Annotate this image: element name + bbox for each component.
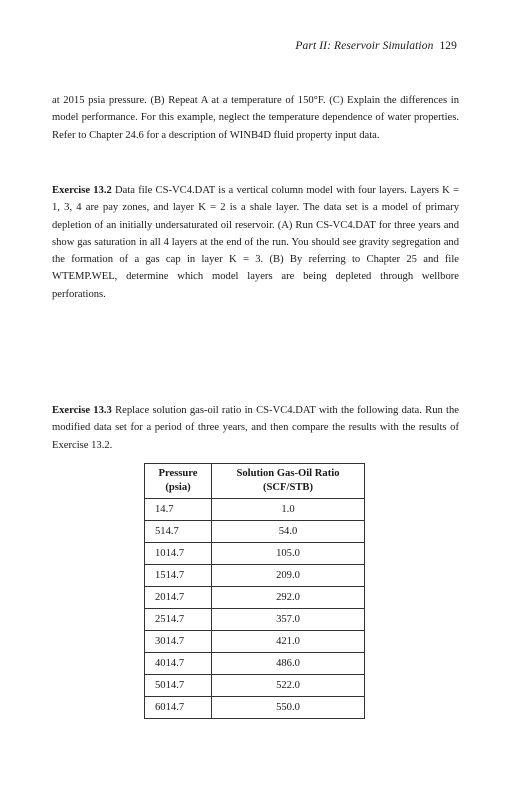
table-row	[145, 499, 365, 521]
cell-gor: 209.0	[212, 565, 365, 587]
table-row	[145, 675, 365, 697]
table-row	[145, 587, 365, 609]
table-row	[145, 697, 365, 719]
table-row	[145, 521, 365, 543]
cell-gor: 522.0	[212, 675, 365, 697]
cell-pressure: 2514.7	[145, 609, 212, 631]
page-number: 129	[439, 40, 457, 52]
cell-pressure: 5014.7	[145, 675, 212, 697]
table-row	[145, 565, 365, 587]
cell-pressure: 1514.7	[145, 565, 212, 587]
exercise-13-3-label: Exercise 13.3	[52, 405, 112, 416]
cell-pressure: 3014.7	[145, 631, 212, 653]
table-row	[145, 543, 365, 565]
cell-gor: 357.0	[212, 609, 365, 631]
cell-gor: 292.0	[212, 587, 365, 609]
cell-pressure: 514.7	[145, 521, 212, 543]
cell-pressure: 1014.7	[145, 543, 212, 565]
cell-pressure: 2014.7	[145, 587, 212, 609]
exercise-13-3-text: Replace solution gas-oil ratio in CS-VC4.DAT with the following data. Run the modified data set for a period of three years, and then compare the results with the results of Exercise 13.2.	[52, 405, 459, 451]
table-row	[145, 609, 365, 631]
cell-pressure: 4014.7	[145, 653, 212, 675]
table-header-row	[145, 464, 365, 499]
running-header	[295, 40, 457, 52]
exercise-13-2-label: Exercise 13.2	[52, 185, 112, 196]
header-gor-line1: Solution Gas-Oil Ratio	[236, 468, 340, 479]
exercise-13-3	[52, 402, 459, 454]
cell-gor: 1.0	[212, 499, 365, 521]
cell-gor: 54.0	[212, 521, 365, 543]
table-row	[145, 631, 365, 653]
exercise-13-2	[52, 182, 459, 303]
header-part-title: Part II: Reservoir Simulation	[295, 40, 434, 52]
paragraph-continued: at 2015 psia pressure. (B) Repeat A at a temperature of 150°F. (C) Explain the differences in model performance. For this example, neglect the temperature dependence of water properties. Refer to Chapter 24.6 for a description of WINB4D fluid property input data.	[52, 95, 459, 141]
table-row	[145, 653, 365, 675]
exercise-13-2-text: Data file CS-VC4.DAT is a vertical column model with four layers. Layers K = 1, 3, 4 are pay zones, and layer K = 2 is a shale layer. The data set is a model of primary depletion of an initially undersaturated oil reservoir. (A) Run CS-VC4.DAT for three years and show gas saturation in all 4 layers at the end of the run. You should see gravity segregation and the formation of a gas cap in layer K = 3. (B) By referring to Chapter 25 and file WTEMP.WEL, determine which model layers are being depleted through wellbore perforations.	[52, 185, 460, 300]
cell-gor: 421.0	[212, 631, 365, 653]
solution-gor-table	[144, 463, 365, 719]
cell-pressure: 14.7	[145, 499, 212, 521]
header-pressure	[145, 464, 212, 499]
header-pressure-line2: (psia)	[165, 482, 191, 493]
header-gor	[212, 464, 365, 499]
cell-pressure: 6014.7	[145, 697, 212, 719]
cell-gor: 105.0	[212, 543, 365, 565]
cell-gor: 550.0	[212, 697, 365, 719]
header-gor-line2: (SCF/STB)	[262, 482, 314, 493]
cell-gor: 486.0	[212, 653, 365, 675]
header-pressure-line1: Pressure	[158, 468, 198, 479]
